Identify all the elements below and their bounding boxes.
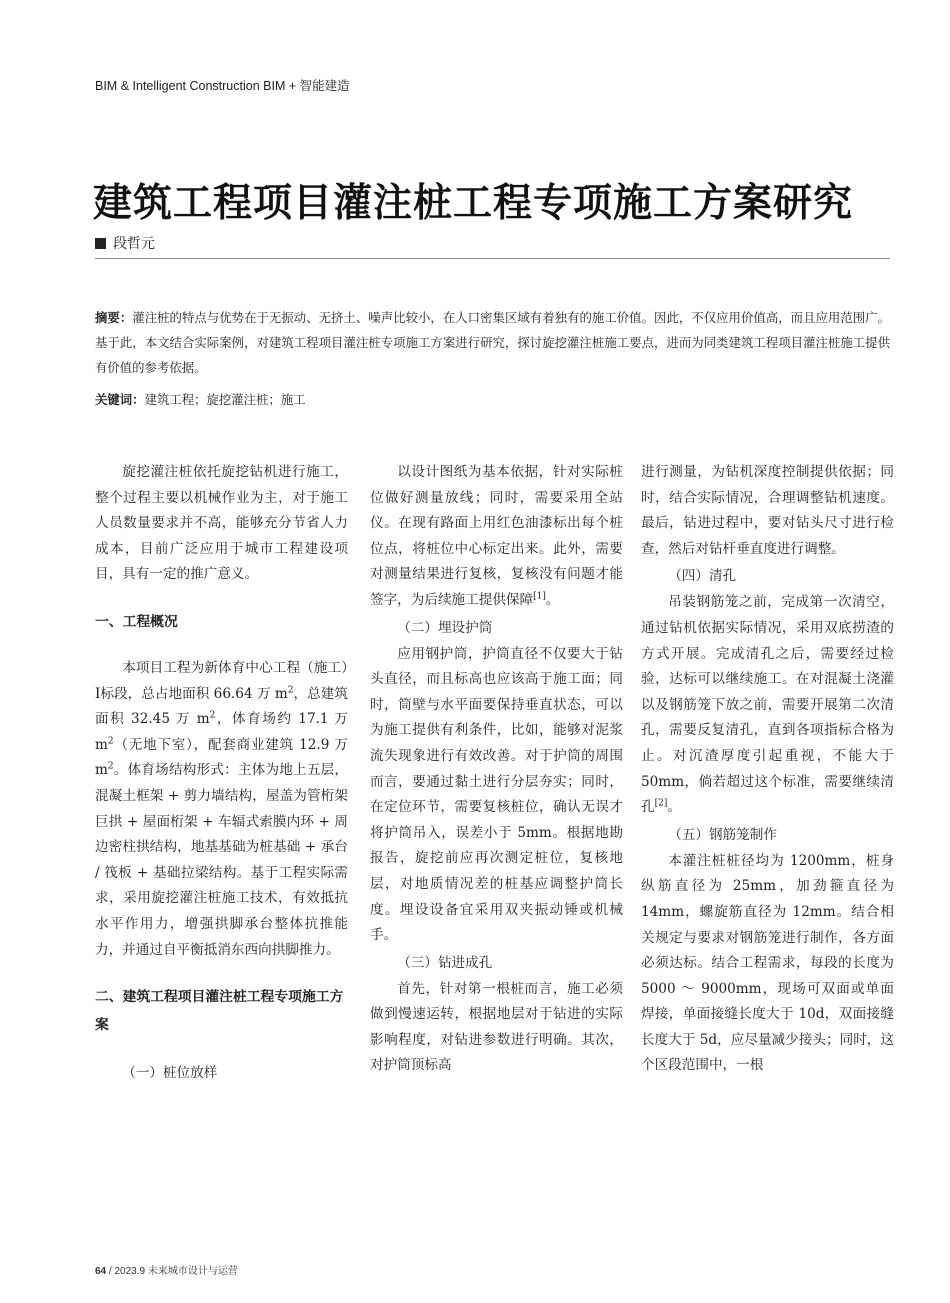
citation-1: [1] [533, 591, 546, 602]
stakeout-text: 以设计图纸为基本依据，针对实际桩位做好测量放线；同时，需要采用全站仪。在现有路面上用红色油漆标出每个桩位点，将桩位中心标定出来。此外，需要对测量结果进行复核，复核没有问题才能签字，为后续施工提供保障 [370, 464, 623, 608]
overview-text-b: ，总建筑面积 32.45 万 m [95, 685, 349, 728]
overview-text-e: 。体育场结构形式：主体为地上五层，混凝土框架 + 剪力墙结构，屋盖为管桁架巨拱 + 屋面桁架 + 车辐式索膜内环 + 周边密柱拱结构，地基基础为桩基础 + 承台 / 筏板 + 基础拉梁结构。基于工程实际需求，采用旋挖灌注桩施工技术，有效抵抗水平作用力，增强拱脚承台整体抗推能力，并通过自平衡抵消东西向拱脚推力。 [95, 762, 348, 958]
stakeout-paragraph [370, 460, 623, 614]
page-footer [95, 1262, 238, 1277]
subsection-heading-4: （四）清孔 [668, 568, 737, 585]
column-1 [95, 460, 348, 1087]
overview-text-c: ，体育场约 17.1 万 m [95, 711, 348, 753]
cleaning-text: 吊装钢筋笼之前，完成第一次清空，通过钻机依据实际情况，采用双底捞渣的方式开展。完成清孔之后，需要经过检验，达标可以继续施工。在对混凝土浇灌以及钢筋笼下放之前，需要开展第二次清孔，需要反复清孔，直到各项指标合格为止。对沉渣厚度引起重视，不能大于 50mm，倘若超过这个标准，需要继续清孔 [641, 594, 894, 816]
square-bullet-icon [95, 238, 106, 249]
superscript-2: 2 [107, 736, 114, 747]
subsection-heading-3: （三）钻进成孔 [397, 954, 493, 971]
running-header: BIM & Intelligent Construction BIM + 智能建造 [95, 79, 350, 93]
article-title: 建筑工程项目灌注桩工程专项施工方案研究 [93, 181, 854, 226]
column-3 [641, 460, 894, 1079]
keywords-text: 建筑工程；旋挖灌注桩；施工 [144, 392, 306, 407]
overview-text-a: 本项目工程为新体育中心工程（施工）Ⅰ标段，总占地面积 66.64 万 m [95, 659, 348, 702]
subsection-heading-5: （五）钢筋笼制作 [668, 826, 777, 843]
page-number: 64 [95, 1266, 107, 1277]
citation-2: [2] [654, 798, 668, 809]
superscript-2: 2 [287, 685, 294, 696]
rebar-cage-paragraph: 本灌注桩桩径均为 1200mm，桩身纵筋直径为 25mm，加劲箍直径为 14mm，螺旋筋直径为 12mm。结合相关规定与要求对钢筋笼进行制作，各方面必须达标。结合工程需求，每段的长度为 5000 ～ 9000mm，现场可双面或单面焊接，单面接缝长度大于 10d，双面接缝长度大于 5d，应尽量减少接头；同时，这个区段范围中，一根 [641, 852, 894, 1074]
cleaning-paragraph [641, 590, 894, 820]
abstract [95, 305, 890, 380]
abstract-text: 灌注桩的特点与优势在于无振动、无挤土、噪声比较小，在人口密集区域有着独有的施工价值。因此，不仅应用价值高，而且应用范围广。基于此，本文结合实际案例，对建筑工程项目灌注桩专项施工方案进行研究，探讨旋挖灌注桩施工要点，进而为同类建筑工程项目灌注桩施工提供有价值的参考依据。 [95, 310, 891, 375]
author-name: 段哲元 [113, 236, 155, 252]
abstract-label: 摘要： [95, 310, 133, 325]
superscript-2: 2 [209, 710, 216, 721]
author-line [95, 233, 155, 253]
drilling-continued: 进行测量，为钻机深度控制提供依据；同时，结合实际情况，合理调整钻机速度。最后，钻进过程中，要对钻头尺寸进行检查，然后对钻杆垂直度进行调整。 [641, 464, 894, 557]
overview-paragraph [95, 656, 348, 963]
intro-paragraph: 旋挖灌注桩依托旋挖钻机进行施工，整个过程主要以机械作业为主，对于施工人员数量要求并不高，能够充分节省人力成本，目前广泛应用于城市工程建设项目，具有一定的推广意义。 [95, 464, 348, 583]
drilling-paragraph: 首先，针对第一根桩而言，施工必须做到慢速运转，根据地层对于钻进的实际影响程度，对钻进参数进行明确。其次，对护筒顶标高 [370, 980, 623, 1074]
section-heading-overview: 一、工程概况 [95, 613, 178, 630]
subsection-heading-1: （一）桩位放样 [122, 1065, 218, 1082]
column-2 [370, 460, 623, 1079]
keywords-label: 关键词： [95, 392, 145, 407]
section-heading-plan: 二、建筑工程项目灌注桩工程专项施工方案 [95, 989, 344, 1034]
casing-paragraph: 应用钢护筒，护筒直径不仅要大于钻头直径，而且标高也应该高于施工面；同时，筒壁与水平面要保持垂直状态，可以为施工提供有利条件，比如，能够对泥浆流失现象进行有效改善。对于护筒的周围而言，要通过黏土进行分层夯实；同时，在定位环节，需要复核桩位，确认无误才将护筒吊入，误差小于 5mm。根据地勘报告，旋挖前应再次测定桩位，复核地层，对地质情况差的桩基应调整护筒长度。埋设设备宜采用双夹振动锤或机械手。 [370, 645, 623, 944]
cleaning-end: 。 [667, 799, 681, 816]
subsection-heading-2: （二）埋设护筒 [397, 619, 493, 636]
issue-info: / 2023.9 未来城市设计与运营 [108, 1266, 238, 1277]
keywords [95, 387, 890, 412]
overview-text-d: （无地下室），配套商业建筑 12.9 万 m [95, 736, 348, 779]
title-divider [95, 258, 890, 259]
superscript-2: 2 [107, 761, 114, 772]
stakeout-end: 。 [545, 591, 560, 608]
